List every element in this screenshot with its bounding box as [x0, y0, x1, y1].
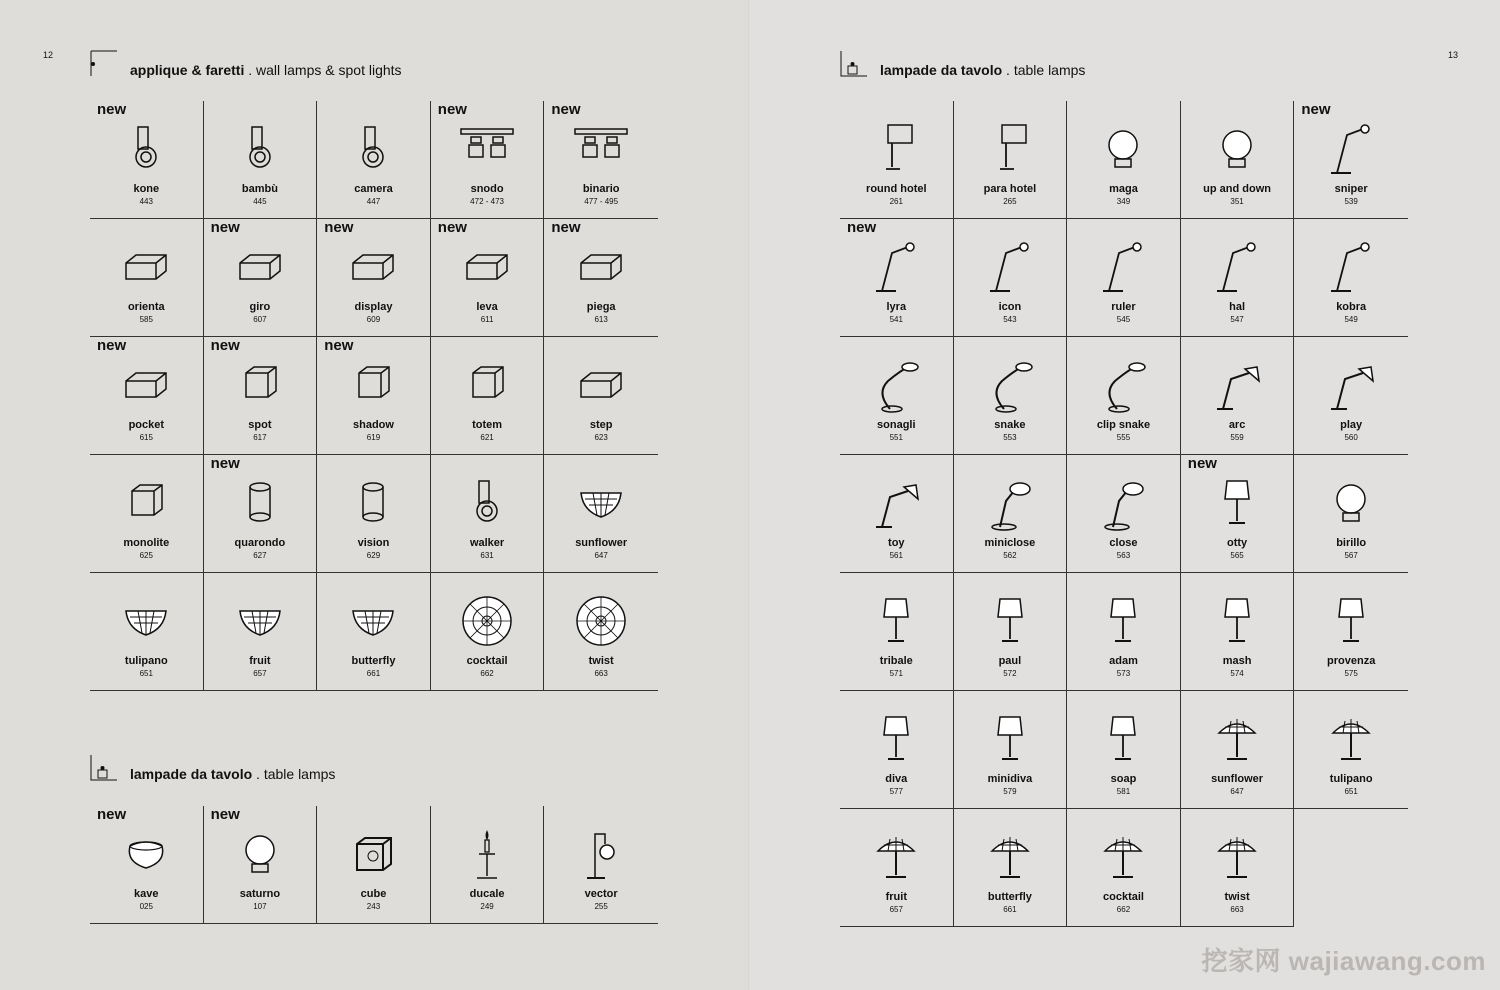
product-cell — [1294, 455, 1408, 573]
product-page-ref: 571 — [889, 669, 903, 678]
product-name: birillo — [1336, 537, 1367, 549]
product-page-ref: 547 — [1230, 315, 1244, 324]
product-name: adam — [1109, 655, 1138, 667]
product-cell — [840, 337, 954, 455]
product-name: diva — [885, 773, 908, 785]
product-page-ref: 553 — [1003, 433, 1017, 442]
table-lamp-section-icon — [88, 753, 118, 781]
product-name: spot — [248, 419, 272, 431]
product-name: toy — [888, 537, 905, 549]
product-cell — [954, 691, 1068, 809]
tiffany-table-lamp-icon — [1323, 713, 1379, 767]
product-name: step — [589, 419, 613, 431]
tiffany-bowl-icon — [232, 595, 288, 649]
product-cell — [204, 806, 318, 924]
product-cell — [954, 809, 1068, 927]
shade-lamp-icon — [982, 713, 1038, 767]
product-cell — [544, 573, 658, 691]
product-cell — [1181, 455, 1295, 573]
product-page-ref: 565 — [1230, 551, 1244, 560]
product-page-ref: 647 — [1230, 787, 1244, 796]
product-cell — [1181, 809, 1295, 927]
section-title-rest: . table lamps — [1002, 62, 1086, 78]
product-name: vision — [357, 537, 390, 549]
product-name: twist — [588, 655, 614, 667]
product-page-ref: 615 — [139, 433, 153, 442]
tiffany-table-lamp-icon — [982, 831, 1038, 885]
product-cell — [544, 101, 658, 219]
product-name: saturno — [239, 888, 281, 900]
table-lamp-grid-right — [840, 101, 1408, 927]
new-badge: new — [97, 101, 127, 118]
product-cell — [840, 455, 954, 573]
new-badge: new — [1301, 101, 1331, 118]
product-name: giro — [249, 301, 271, 313]
product-name: provenza — [1327, 655, 1376, 667]
product-page-ref: 573 — [1116, 669, 1131, 678]
product-page-ref: 627 — [253, 551, 267, 560]
product-cell — [1294, 219, 1408, 337]
wall-section-header — [88, 49, 402, 77]
product-cell — [90, 219, 204, 337]
globe-lamp-icon — [1095, 123, 1151, 177]
product-page-ref: 243 — [366, 902, 381, 911]
product-cell — [90, 101, 204, 219]
product-name: sunflower — [1211, 773, 1264, 785]
tiffany-disc-icon — [573, 595, 629, 649]
tiffany-bowl-icon — [118, 595, 174, 649]
new-badge: new — [324, 219, 354, 236]
product-cell — [1067, 691, 1181, 809]
product-name: display — [354, 301, 393, 313]
product-cell — [1067, 573, 1181, 691]
cylinder-icon — [232, 477, 288, 531]
product-cell — [204, 455, 318, 573]
product-name: leva — [476, 301, 498, 313]
product-page-ref: 541 — [889, 315, 903, 324]
product-page-ref: 579 — [1003, 787, 1017, 796]
product-page-ref: 549 — [1344, 315, 1358, 324]
product-name: quarondo — [234, 537, 286, 549]
globe-lamp-icon — [1323, 477, 1379, 531]
section-title-rest: . table lamps — [252, 766, 336, 782]
product-cell — [90, 806, 204, 924]
product-cell — [840, 219, 954, 337]
product-page-ref: 107 — [253, 902, 267, 911]
wall-box-icon — [118, 359, 174, 413]
product-cell — [317, 806, 431, 924]
product-name: bambù — [241, 183, 278, 195]
product-name: soap — [1110, 773, 1137, 785]
product-page-ref: 575 — [1344, 669, 1358, 678]
wall-box-icon — [573, 241, 629, 295]
tiffany-disc-icon — [459, 595, 515, 649]
section-title-rest: . wall lamps & spot lights — [244, 62, 402, 78]
shade-lamp-icon — [868, 595, 924, 649]
product-name: cocktail — [466, 655, 508, 667]
product-name: minidiva — [987, 773, 1033, 785]
product-cell — [90, 337, 204, 455]
product-name: kave — [134, 888, 159, 900]
table-lamp-section-icon — [838, 49, 868, 77]
architect-lamp-icon — [1323, 359, 1379, 413]
tiffany-table-lamp-icon — [1209, 831, 1265, 885]
spot-light-icon — [459, 477, 515, 531]
product-name: tribale — [879, 655, 913, 667]
product-name: piega — [586, 301, 616, 313]
globe-lamp-icon — [1209, 123, 1265, 177]
spot-light-icon — [345, 123, 401, 177]
product-page-ref: 647 — [594, 551, 608, 560]
product-name: camera — [354, 183, 393, 195]
product-page-ref: 025 — [139, 902, 153, 911]
desk-lamp-icon — [1323, 123, 1379, 177]
product-cell — [204, 219, 318, 337]
product-name: round hotel — [866, 183, 927, 195]
shade-lamp-icon — [982, 595, 1038, 649]
product-name: arc — [1228, 419, 1246, 431]
desk-lamp-icon — [1323, 241, 1379, 295]
product-name: shadow — [353, 419, 394, 431]
product-name: ruler — [1111, 301, 1136, 313]
product-cell — [431, 219, 545, 337]
product-page-ref: 567 — [1344, 551, 1358, 560]
product-cell — [204, 573, 318, 691]
product-cell — [1067, 101, 1181, 219]
product-name: cube — [360, 888, 387, 900]
wall-box-icon — [232, 241, 288, 295]
product-page-ref: 349 — [1116, 197, 1131, 206]
track-light-icon — [459, 123, 515, 177]
product-page-ref: 477 - 495 — [584, 197, 619, 206]
table-section-header — [88, 753, 335, 781]
product-page-ref: 585 — [139, 315, 153, 324]
product-page-ref: 629 — [366, 551, 381, 560]
product-cell — [840, 101, 954, 219]
track-light-icon — [573, 123, 629, 177]
new-badge: new — [1187, 455, 1217, 472]
empty-cell — [1294, 809, 1408, 927]
wall-cube-icon — [459, 359, 515, 413]
product-page-ref: 261 — [889, 197, 903, 206]
product-cell — [954, 101, 1068, 219]
product-page-ref: 563 — [1116, 551, 1131, 560]
cube-lamp-icon — [345, 828, 401, 882]
shade-lamp-icon — [868, 713, 924, 767]
product-page-ref: 607 — [253, 315, 267, 324]
globe-lamp-icon — [232, 828, 288, 882]
product-name: mash — [1222, 655, 1252, 667]
product-cell — [431, 337, 545, 455]
product-name: butterfly — [351, 655, 396, 667]
product-page-ref: 651 — [1344, 787, 1358, 796]
product-cell — [204, 337, 318, 455]
product-page-ref: 613 — [594, 315, 608, 324]
wall-box-icon — [345, 241, 401, 295]
product-page-ref: 559 — [1230, 433, 1244, 442]
product-page-ref: 255 — [594, 902, 608, 911]
product-cell — [431, 101, 545, 219]
product-name: fruit — [885, 891, 907, 903]
product-name: snake — [994, 419, 1026, 431]
product-cell — [317, 573, 431, 691]
product-page-ref: 657 — [253, 669, 267, 678]
page-number: 13 — [1447, 50, 1458, 60]
product-page-ref: 551 — [889, 433, 903, 442]
product-page-ref: 657 — [889, 905, 903, 914]
product-name: twist — [1224, 891, 1250, 903]
product-cell — [840, 573, 954, 691]
product-page-ref: 663 — [1230, 905, 1244, 914]
page-number: 12 — [43, 50, 54, 60]
product-page-ref: 562 — [1003, 551, 1017, 560]
table-section-header — [838, 49, 1085, 77]
product-page-ref: 621 — [480, 433, 494, 442]
product-page-ref: 631 — [480, 551, 494, 560]
candle-lamp-icon — [459, 828, 515, 882]
spot-light-icon — [118, 123, 174, 177]
new-badge: new — [324, 337, 354, 354]
product-page-ref: 651 — [139, 669, 153, 678]
product-page-ref: 617 — [253, 433, 267, 442]
shade-lamp-icon — [1209, 477, 1265, 531]
right-page — [750, 0, 1500, 990]
product-name: sonagli — [877, 419, 916, 431]
new-badge: new — [210, 455, 240, 472]
product-cell — [1067, 219, 1181, 337]
new-badge: new — [437, 219, 467, 236]
product-cell — [317, 337, 431, 455]
new-badge: new — [437, 101, 467, 118]
product-name: maga — [1109, 183, 1138, 195]
product-page-ref: 561 — [889, 551, 903, 560]
product-cell — [1294, 573, 1408, 691]
shade-lamp-icon — [1095, 713, 1151, 767]
product-cell — [1294, 337, 1408, 455]
product-page-ref: 560 — [1344, 433, 1358, 442]
product-page-ref: 625 — [139, 551, 153, 560]
product-name: para hotel — [983, 183, 1037, 195]
product-page-ref: 543 — [1003, 315, 1017, 324]
new-badge: new — [210, 337, 240, 354]
product-cell — [431, 455, 545, 573]
wall-cube-icon — [118, 477, 174, 531]
product-cell — [204, 101, 318, 219]
arc-floor-lamp-icon — [573, 828, 629, 882]
product-name: fruit — [249, 655, 271, 667]
product-name: pocket — [128, 419, 165, 431]
product-cell — [431, 806, 545, 924]
cylinder-icon — [345, 477, 401, 531]
product-name: kobra — [1336, 301, 1367, 313]
product-name: clip snake — [1096, 419, 1151, 431]
shade-lamp-icon — [1323, 595, 1379, 649]
hotel-lamp-icon — [868, 123, 924, 177]
desk-lamp-icon — [868, 241, 924, 295]
product-cell — [544, 219, 658, 337]
product-cell — [544, 337, 658, 455]
section-title-bold: applique & faretti — [130, 62, 245, 78]
product-page-ref: 539 — [1344, 197, 1358, 206]
product-name: binario — [582, 183, 620, 195]
product-name: tulipano — [124, 655, 168, 667]
tiffany-table-lamp-icon — [1095, 831, 1151, 885]
product-cell — [1067, 455, 1181, 573]
tiffany-table-lamp-icon — [1209, 713, 1265, 767]
gooseneck-lamp-icon — [1095, 359, 1151, 413]
product-page-ref: 265 — [1003, 197, 1017, 206]
product-page-ref: 577 — [889, 787, 903, 796]
product-cell — [1067, 337, 1181, 455]
product-cell — [317, 101, 431, 219]
product-name: icon — [998, 301, 1022, 313]
wall-cube-icon — [232, 359, 288, 413]
gooseneck-lamp-icon — [868, 359, 924, 413]
product-cell — [840, 809, 954, 927]
product-cell — [90, 573, 204, 691]
product-cell — [1067, 809, 1181, 927]
product-page-ref: 611 — [480, 315, 494, 324]
product-name: miniclose — [984, 537, 1036, 549]
product-cell — [317, 219, 431, 337]
tiffany-bowl-icon — [573, 477, 629, 531]
product-page-ref: 574 — [1230, 669, 1244, 678]
desk-lamp-icon — [982, 241, 1038, 295]
wall-box-icon — [118, 241, 174, 295]
watermark: 挖家网 wajiawang.com — [1201, 946, 1486, 976]
product-name: butterfly — [987, 891, 1032, 903]
shade-lamp-icon — [1095, 595, 1151, 649]
new-badge: new — [551, 219, 581, 236]
desk-lamp-icon — [1095, 241, 1151, 295]
product-page-ref: 661 — [1003, 905, 1017, 914]
product-cell — [954, 573, 1068, 691]
product-name: play — [1340, 419, 1363, 431]
product-cell — [954, 455, 1068, 573]
section-title — [130, 63, 402, 77]
magnifier-lamp-icon — [1095, 477, 1151, 531]
product-name: close — [1109, 537, 1138, 549]
product-cell — [1181, 219, 1295, 337]
product-page-ref: 581 — [1116, 787, 1131, 796]
product-name: paul — [998, 655, 1022, 667]
product-page-ref: 662 — [480, 669, 494, 678]
product-cell — [1181, 691, 1295, 809]
section-title — [880, 63, 1085, 77]
bowl-lamp-icon — [118, 828, 174, 882]
section-title-bold: lampade da tavolo — [880, 62, 1003, 78]
product-page-ref: 572 — [1003, 669, 1017, 678]
section-title — [130, 767, 335, 781]
product-page-ref: 472 - 473 — [470, 197, 504, 206]
product-cell — [1294, 691, 1408, 809]
magnifier-lamp-icon — [982, 477, 1038, 531]
product-name: kone — [133, 183, 160, 195]
product-page-ref: 545 — [1116, 315, 1131, 324]
spot-light-icon — [232, 123, 288, 177]
product-cell — [317, 455, 431, 573]
new-badge: new — [210, 219, 240, 236]
product-cell — [1294, 101, 1408, 219]
product-name: sniper — [1334, 183, 1368, 195]
product-cell — [1181, 573, 1295, 691]
product-name: tulipano — [1329, 773, 1373, 785]
product-cell — [1181, 337, 1295, 455]
product-name: up and down — [1203, 183, 1271, 195]
new-badge: new — [97, 337, 127, 354]
product-cell — [544, 455, 658, 573]
tiffany-table-lamp-icon — [868, 831, 924, 885]
product-page-ref: 661 — [366, 669, 381, 678]
product-cell — [954, 219, 1068, 337]
product-cell — [544, 806, 658, 924]
product-name: snodo — [470, 183, 504, 195]
product-cell — [431, 573, 545, 691]
product-cell — [1181, 101, 1295, 219]
product-page-ref: 351 — [1230, 197, 1244, 206]
product-page-ref: 619 — [366, 433, 381, 442]
new-badge: new — [210, 806, 240, 823]
product-name: hal — [1229, 301, 1246, 313]
product-page-ref: 445 — [253, 197, 267, 206]
product-page-ref: 623 — [594, 433, 608, 442]
product-page-ref: 662 — [1116, 905, 1131, 914]
product-name: sunflower — [575, 537, 628, 549]
table-lamp-grid-left — [90, 806, 658, 924]
new-badge: new — [551, 101, 581, 118]
product-name: vector — [584, 888, 618, 900]
section-title-bold: lampade da tavolo — [130, 766, 253, 782]
wall-box-icon — [573, 359, 629, 413]
product-name: orienta — [127, 301, 165, 313]
shade-lamp-icon — [1209, 595, 1265, 649]
product-page-ref: 249 — [480, 902, 494, 911]
product-page-ref: 555 — [1116, 433, 1131, 442]
product-page-ref: 447 — [366, 197, 381, 206]
product-page-ref: 443 — [139, 197, 153, 206]
tiffany-bowl-icon — [345, 595, 401, 649]
wall-box-icon — [459, 241, 515, 295]
wall-lamp-grid — [90, 101, 658, 691]
product-page-ref: 663 — [594, 669, 608, 678]
product-name: otty — [1226, 537, 1248, 549]
product-name: totem — [472, 419, 503, 431]
product-page-ref: 609 — [366, 315, 381, 324]
wall-lamp-section-icon — [88, 49, 118, 77]
hotel-lamp-icon — [982, 123, 1038, 177]
product-name: monolite — [123, 537, 170, 549]
product-cell — [840, 691, 954, 809]
architect-lamp-icon — [868, 477, 924, 531]
product-name: cocktail — [1103, 891, 1144, 903]
wall-cube-icon — [345, 359, 401, 413]
product-cell — [954, 337, 1068, 455]
product-name: ducale — [469, 888, 505, 900]
new-badge: new — [847, 219, 877, 236]
product-cell — [90, 455, 204, 573]
product-name: walker — [469, 537, 505, 549]
product-name: lyra — [886, 301, 907, 313]
new-badge: new — [97, 806, 127, 823]
desk-lamp-icon — [1209, 241, 1265, 295]
architect-lamp-icon — [1209, 359, 1265, 413]
gooseneck-lamp-icon — [982, 359, 1038, 413]
